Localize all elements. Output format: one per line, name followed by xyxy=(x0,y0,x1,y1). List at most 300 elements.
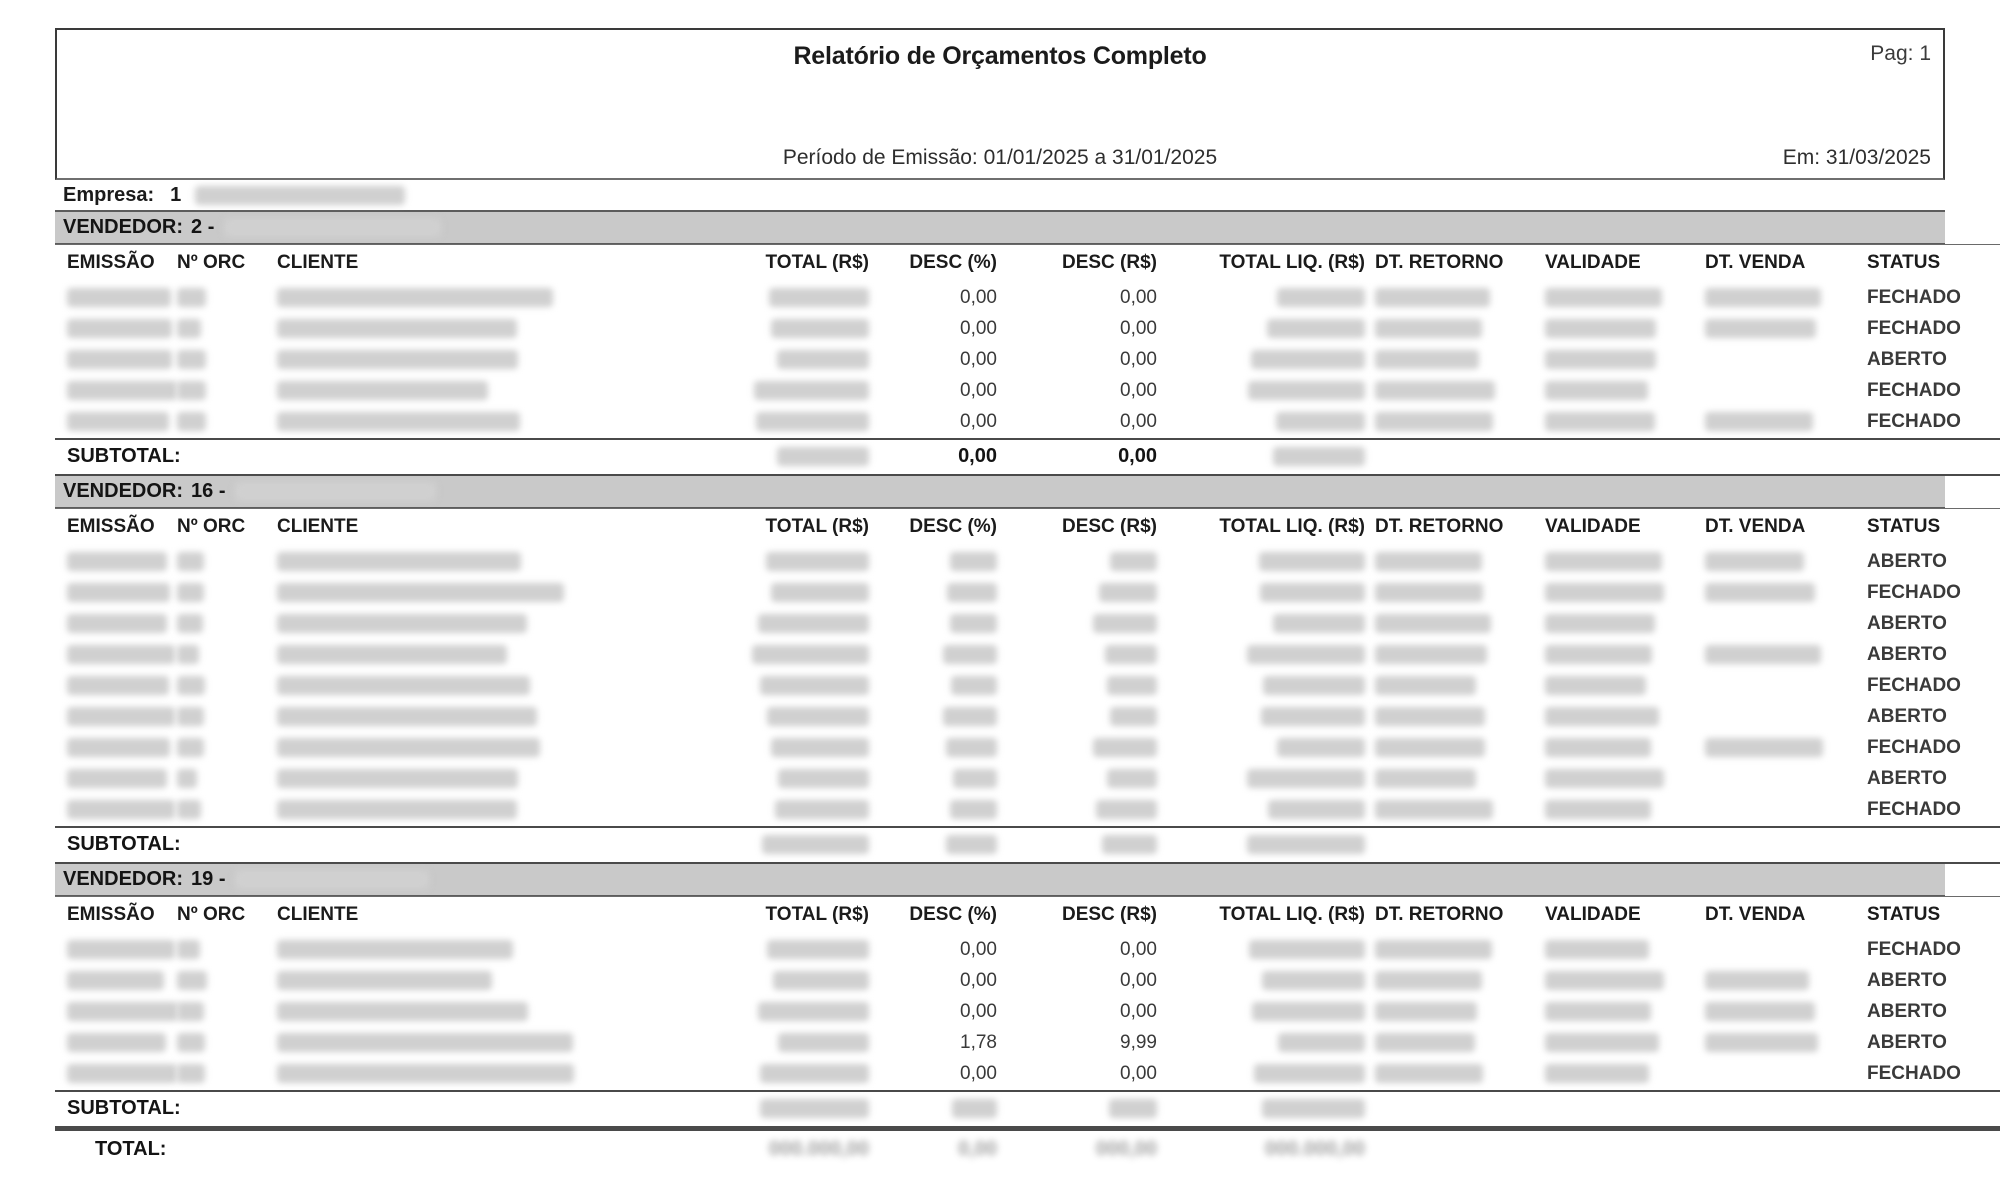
redacted-number xyxy=(760,676,869,695)
cell-orc xyxy=(177,578,267,609)
col-desc-pct: DESC (%) xyxy=(869,509,997,548)
cell-dt-venda xyxy=(1695,1059,1853,1091)
cell-dt-venda xyxy=(1695,407,1853,439)
status-badge: ABERTO xyxy=(1867,970,1947,991)
redacted-number xyxy=(1705,971,1809,990)
redacted-number xyxy=(1545,614,1655,633)
redacted-number xyxy=(1705,1033,1818,1052)
vendor-label: VENDEDOR: xyxy=(63,480,184,502)
redacted-number xyxy=(1096,800,1157,819)
redacted-number xyxy=(771,583,869,602)
redacted-number xyxy=(1375,350,1479,369)
cell-total xyxy=(697,966,869,997)
redacted-number xyxy=(1375,971,1482,990)
cell-validade xyxy=(1533,314,1695,345)
redacted-number xyxy=(1545,288,1662,307)
redacted-number xyxy=(953,769,997,788)
redacted-number xyxy=(1375,381,1495,400)
col-desc-rs: DESC (R$) xyxy=(997,897,1157,936)
cell-desc-rs: 0,00 xyxy=(1120,287,1157,308)
redacted-number xyxy=(1093,614,1157,633)
redacted-number xyxy=(177,412,206,431)
cell-total xyxy=(697,314,869,345)
cell-desc-pct: 0,00 xyxy=(960,970,997,991)
redacted-number xyxy=(277,583,564,602)
cell-dt-retorno xyxy=(1365,997,1533,1028)
subtotal-desc-rs: 0,00 xyxy=(997,439,1157,475)
cell-cliente xyxy=(267,407,697,439)
col-total-liq: TOTAL LIQ. (R$) xyxy=(1157,509,1365,548)
cell-emissao xyxy=(55,283,177,314)
redacted-number xyxy=(777,447,869,466)
redacted-number xyxy=(1545,583,1664,602)
vendor-header-16[interactable] xyxy=(55,476,1945,508)
cell-cliente xyxy=(267,966,697,997)
cell-total xyxy=(697,376,869,407)
cell-cliente xyxy=(267,345,697,376)
cell-desc-rs: 0,00 xyxy=(1120,939,1157,960)
cell-dt-retorno xyxy=(1365,407,1533,439)
redacted-number xyxy=(67,971,164,990)
cell-total xyxy=(697,345,869,376)
redacted-number xyxy=(1260,583,1365,602)
cell-dt-retorno xyxy=(1365,1028,1533,1059)
table-row[interactable] xyxy=(55,640,2000,671)
redacted-number xyxy=(1375,583,1483,602)
redacted-number xyxy=(1375,319,1482,338)
redacted-number xyxy=(778,769,869,788)
cell-validade xyxy=(1533,997,1695,1028)
col-cliente: CLIENTE xyxy=(267,245,697,284)
cell-dt-retorno xyxy=(1365,1059,1533,1091)
cell-dt-venda xyxy=(1695,609,1853,640)
table-row[interactable] xyxy=(55,1059,2000,1091)
page-number-label: Pag: 1 xyxy=(1870,42,1931,65)
cell-cliente xyxy=(267,376,697,407)
redacted-number xyxy=(177,738,204,757)
cell-orc xyxy=(177,547,267,578)
status-badge: ABERTO xyxy=(1867,551,1947,572)
col-validade: VALIDADE xyxy=(1533,245,1695,284)
cell-desc-rs xyxy=(997,702,1157,733)
redacted-number xyxy=(1277,738,1365,757)
redacted-number xyxy=(771,319,869,338)
table-row[interactable] xyxy=(55,578,2000,609)
col-desc-pct: DESC (%) xyxy=(869,245,997,284)
status-badge: ABERTO xyxy=(1867,768,1947,789)
page-title: Relatório de Orçamentos Completo xyxy=(793,42,1207,70)
redacted-number xyxy=(1278,1033,1365,1052)
cell-total-liq xyxy=(1157,764,1365,795)
cell-total-liq xyxy=(1157,376,1365,407)
table-row[interactable] xyxy=(55,966,2000,997)
redacted-number xyxy=(1545,1064,1649,1083)
cell-desc-rs: 0,00 xyxy=(1120,1063,1157,1084)
cell-desc-rs xyxy=(997,547,1157,578)
redacted-number xyxy=(177,971,207,990)
redacted-number xyxy=(67,800,175,819)
redacted-number xyxy=(758,1002,869,1021)
cell-dt-retorno xyxy=(1365,547,1533,578)
cell-total-liq xyxy=(1157,283,1365,314)
cell-orc xyxy=(177,283,267,314)
redacted-number xyxy=(277,738,540,757)
redacted-number xyxy=(767,940,869,959)
redacted-value: 000.000,00 xyxy=(1264,1138,1365,1160)
redacted-number xyxy=(1110,552,1157,571)
table-row[interactable] xyxy=(55,997,2000,1028)
redacted-number xyxy=(947,583,997,602)
redacted-number xyxy=(67,769,167,788)
subtotal-label: SUBTOTAL: xyxy=(55,439,697,475)
cell-orc xyxy=(177,1059,267,1091)
cell-emissao xyxy=(55,609,177,640)
cell-emissao xyxy=(55,935,177,966)
cell-desc-pct: 0,00 xyxy=(960,1063,997,1084)
redacted-number xyxy=(1545,769,1664,788)
table-row[interactable] xyxy=(55,671,2000,702)
redacted-number xyxy=(277,971,492,990)
status-badge: ABERTO xyxy=(1867,1032,1947,1053)
redacted-number xyxy=(1705,583,1815,602)
table-row[interactable] xyxy=(55,795,2000,827)
cell-cliente xyxy=(267,671,697,702)
cell-dt-retorno xyxy=(1365,733,1533,764)
status-badge: FECHADO xyxy=(1867,287,1961,308)
redacted-number xyxy=(1375,800,1493,819)
redacted-number xyxy=(1262,1099,1365,1118)
col-emissao: EMISSÃO xyxy=(55,245,177,284)
company-label: Empresa: xyxy=(63,183,155,206)
cell-cliente xyxy=(267,935,697,966)
cell-desc-pct xyxy=(869,671,997,702)
cell-emissao xyxy=(55,795,177,827)
cell-validade xyxy=(1533,376,1695,407)
col-emissao: EMISSÃO xyxy=(55,897,177,936)
col-cliente: CLIENTE xyxy=(267,897,697,936)
grand-total-table xyxy=(55,1128,2000,1168)
subtotal-desc-pct xyxy=(869,827,997,863)
cell-desc-rs xyxy=(997,764,1157,795)
cell-cliente xyxy=(267,609,697,640)
redacted-number xyxy=(1545,940,1649,959)
cell-dt-retorno xyxy=(1365,578,1533,609)
cell-total-liq xyxy=(1157,795,1365,827)
redacted-number xyxy=(754,381,869,400)
redacted-number xyxy=(177,288,206,307)
cell-validade xyxy=(1533,935,1695,966)
redacted-number xyxy=(1705,1002,1815,1021)
redacted-number xyxy=(177,769,197,788)
redacted-number xyxy=(1247,769,1365,788)
cell-dt-retorno xyxy=(1365,671,1533,702)
cell-validade xyxy=(1533,764,1695,795)
cell-emissao xyxy=(55,702,177,733)
cell-dt-retorno xyxy=(1365,376,1533,407)
redacted-number xyxy=(177,583,204,602)
grand-total-value xyxy=(697,1130,869,1169)
redacted-number xyxy=(277,676,530,695)
grand-total-label: TOTAL: xyxy=(55,1130,697,1169)
cell-dt-retorno xyxy=(1365,283,1533,314)
cell-orc xyxy=(177,733,267,764)
cell-dt-venda xyxy=(1695,997,1853,1028)
cell-orc xyxy=(177,935,267,966)
subtotal-row xyxy=(55,1091,2000,1127)
redacted-number xyxy=(1093,738,1157,757)
redacted-number xyxy=(946,835,997,854)
redacted-number xyxy=(67,412,169,431)
cell-dt-retorno xyxy=(1365,795,1533,827)
redacted-number xyxy=(943,707,997,726)
redacted-number xyxy=(277,1002,528,1021)
status-badge: FECHADO xyxy=(1867,737,1961,758)
cell-cliente xyxy=(267,702,697,733)
subtotal-row xyxy=(55,439,2000,475)
redacted-number xyxy=(1375,1002,1477,1021)
table-row[interactable] xyxy=(55,407,2000,439)
cell-desc-pct: 0,00 xyxy=(960,287,997,308)
cell-validade xyxy=(1533,1059,1695,1091)
redacted-number xyxy=(277,381,488,400)
status-badge: ABERTO xyxy=(1867,349,1947,370)
table-row[interactable] xyxy=(55,283,2000,314)
redacted-number xyxy=(1545,738,1651,757)
cell-desc-rs: 0,00 xyxy=(1120,349,1157,370)
redacted-number xyxy=(1251,350,1365,369)
vendor-section xyxy=(55,864,1961,1128)
cell-total xyxy=(697,764,869,795)
cell-cliente xyxy=(267,640,697,671)
company-row xyxy=(55,180,1945,212)
cell-total xyxy=(697,1059,869,1091)
cell-validade xyxy=(1533,283,1695,314)
redacted-number xyxy=(1273,447,1365,466)
cell-desc-pct: 1,78 xyxy=(960,1032,997,1053)
cell-dt-retorno xyxy=(1365,609,1533,640)
redacted-number xyxy=(950,800,997,819)
cell-dt-venda xyxy=(1695,640,1853,671)
col-desc-rs: DESC (R$) xyxy=(997,509,1157,548)
redacted-number xyxy=(1375,769,1476,788)
redacted-number xyxy=(1375,676,1476,695)
redacted-text xyxy=(235,870,429,889)
subtotal-total xyxy=(697,1091,869,1127)
redacted-text xyxy=(235,482,436,501)
redacted-number xyxy=(1545,1002,1651,1021)
redacted-number xyxy=(950,552,997,571)
status-badge: FECHADO xyxy=(1867,799,1961,820)
cell-validade xyxy=(1533,578,1695,609)
redacted-number xyxy=(1545,1033,1659,1052)
cell-orc xyxy=(177,671,267,702)
cell-validade xyxy=(1533,640,1695,671)
table-row[interactable] xyxy=(55,609,2000,640)
cell-desc-rs xyxy=(997,671,1157,702)
cell-total xyxy=(697,935,869,966)
redacted-number xyxy=(1545,350,1656,369)
cell-desc-pct: 0,00 xyxy=(960,349,997,370)
cell-dt-venda xyxy=(1695,314,1853,345)
cell-validade xyxy=(1533,609,1695,640)
redacted-number xyxy=(1110,707,1157,726)
redacted-number xyxy=(758,614,869,633)
table-row[interactable] xyxy=(55,733,2000,764)
redacted-number xyxy=(1107,769,1157,788)
subtotal-row xyxy=(55,827,2000,863)
vendor-header-19[interactable] xyxy=(55,864,1945,896)
redacted-number xyxy=(1249,940,1365,959)
redacted-number xyxy=(67,676,169,695)
redacted-number xyxy=(1102,835,1157,854)
redacted-number xyxy=(177,552,204,571)
cell-desc-pct xyxy=(869,640,997,671)
redacted-number xyxy=(1268,800,1365,819)
redacted-value: 000,00 xyxy=(1095,1138,1157,1160)
redacted-number xyxy=(277,350,518,369)
col-total-liq: TOTAL LIQ. (R$) xyxy=(1157,897,1365,936)
status-badge: ABERTO xyxy=(1867,1001,1947,1022)
col-orc: Nº ORC xyxy=(177,509,267,548)
cell-dt-venda xyxy=(1695,578,1853,609)
redacted-number xyxy=(1545,707,1659,726)
redacted-value: 0,00 xyxy=(958,1138,997,1160)
cell-emissao xyxy=(55,1028,177,1059)
cell-dt-venda xyxy=(1695,935,1853,966)
cell-desc-pct: 0,00 xyxy=(960,411,997,432)
redacted-number xyxy=(177,1002,204,1021)
redacted-number xyxy=(769,288,869,307)
cell-orc xyxy=(177,795,267,827)
redacted-number xyxy=(177,1064,205,1083)
cell-total xyxy=(697,671,869,702)
redacted-number xyxy=(177,319,201,338)
cell-emissao xyxy=(55,966,177,997)
table-row[interactable] xyxy=(55,702,2000,733)
cell-emissao xyxy=(55,314,177,345)
redacted-number xyxy=(177,676,205,695)
redacted-number xyxy=(277,1033,573,1052)
col-orc: Nº ORC xyxy=(177,897,267,936)
vendor-label: VENDEDOR: xyxy=(63,216,184,238)
redacted-number xyxy=(766,552,869,571)
cell-validade xyxy=(1533,345,1695,376)
cell-cliente xyxy=(267,1059,697,1091)
redacted-text xyxy=(224,218,441,237)
cell-validade xyxy=(1533,702,1695,733)
redacted-number xyxy=(778,1033,869,1052)
cell-orc xyxy=(177,407,267,439)
redacted-number xyxy=(1247,645,1365,664)
redacted-number xyxy=(1263,676,1365,695)
cell-total xyxy=(697,1028,869,1059)
redacted-number xyxy=(760,1064,869,1083)
col-desc-pct: DESC (%) xyxy=(869,897,997,936)
cell-cliente xyxy=(267,1028,697,1059)
redacted-number xyxy=(1705,319,1816,338)
cell-total-liq xyxy=(1157,1028,1365,1059)
redacted-number xyxy=(1545,319,1656,338)
cell-total-liq xyxy=(1157,1059,1365,1091)
cell-dt-venda xyxy=(1695,345,1853,376)
cell-desc-pct xyxy=(869,795,997,827)
cell-desc-rs xyxy=(997,609,1157,640)
cell-validade xyxy=(1533,407,1695,439)
subtotal-desc-rs xyxy=(997,827,1157,863)
redacted-number xyxy=(67,738,170,757)
cell-dt-venda xyxy=(1695,671,1853,702)
status-badge: ABERTO xyxy=(1867,644,1947,665)
cell-total-liq xyxy=(1157,407,1365,439)
cell-desc-rs: 0,00 xyxy=(1120,1001,1157,1022)
cell-cliente xyxy=(267,795,697,827)
status-badge: FECHADO xyxy=(1867,675,1961,696)
redacted-number xyxy=(943,645,997,664)
redacted-number xyxy=(177,381,206,400)
table-row[interactable] xyxy=(55,547,2000,578)
cell-desc-pct xyxy=(869,609,997,640)
vendor-label: VENDEDOR: xyxy=(63,868,184,890)
redacted-number xyxy=(1705,738,1823,757)
redacted-number xyxy=(1545,381,1648,400)
cell-desc-pct xyxy=(869,733,997,764)
table-row[interactable] xyxy=(55,1028,2000,1059)
col-emissao: EMISSÃO xyxy=(55,509,177,548)
redacted-number xyxy=(277,412,520,431)
cell-desc-pct xyxy=(869,578,997,609)
table-row[interactable] xyxy=(55,764,2000,795)
cell-total xyxy=(697,795,869,827)
subtotal-label: SUBTOTAL: xyxy=(55,827,697,863)
col-cliente: CLIENTE xyxy=(267,509,697,548)
redacted-number xyxy=(1247,835,1365,854)
cell-emissao xyxy=(55,997,177,1028)
cell-total-liq xyxy=(1157,671,1365,702)
cell-validade xyxy=(1533,795,1695,827)
redacted-number xyxy=(1254,1064,1365,1083)
redacted-number xyxy=(67,583,170,602)
cell-cliente xyxy=(267,547,697,578)
cell-orc xyxy=(177,640,267,671)
redacted-number xyxy=(1375,1033,1475,1052)
table-row[interactable] xyxy=(55,376,2000,407)
cell-total xyxy=(697,702,869,733)
subtotal-desc-pct xyxy=(869,1091,997,1127)
cell-desc-rs xyxy=(997,733,1157,764)
cell-cliente xyxy=(267,314,697,345)
table-row[interactable] xyxy=(55,935,2000,966)
subtotal-total-liq xyxy=(1157,827,1365,863)
vendor-header-2[interactable] xyxy=(55,212,1945,244)
redacted-number xyxy=(1375,614,1491,633)
cell-orc xyxy=(177,1028,267,1059)
subtotal-total xyxy=(697,439,869,475)
table-row[interactable] xyxy=(55,345,2000,376)
redacted-number xyxy=(1375,552,1482,571)
redacted-number xyxy=(1375,1064,1483,1083)
status-badge: ABERTO xyxy=(1867,706,1947,727)
grand-total-desc-rs xyxy=(997,1130,1157,1169)
vendor-number: 2 - xyxy=(191,216,215,238)
cell-desc-rs xyxy=(997,578,1157,609)
cell-dt-retorno xyxy=(1365,345,1533,376)
table-row[interactable] xyxy=(55,314,2000,345)
redacted-number xyxy=(1375,288,1490,307)
report-document xyxy=(55,28,1961,1168)
cell-orc xyxy=(177,609,267,640)
cell-desc-rs: 0,00 xyxy=(1120,411,1157,432)
subtotal-desc-rs xyxy=(997,1091,1157,1127)
